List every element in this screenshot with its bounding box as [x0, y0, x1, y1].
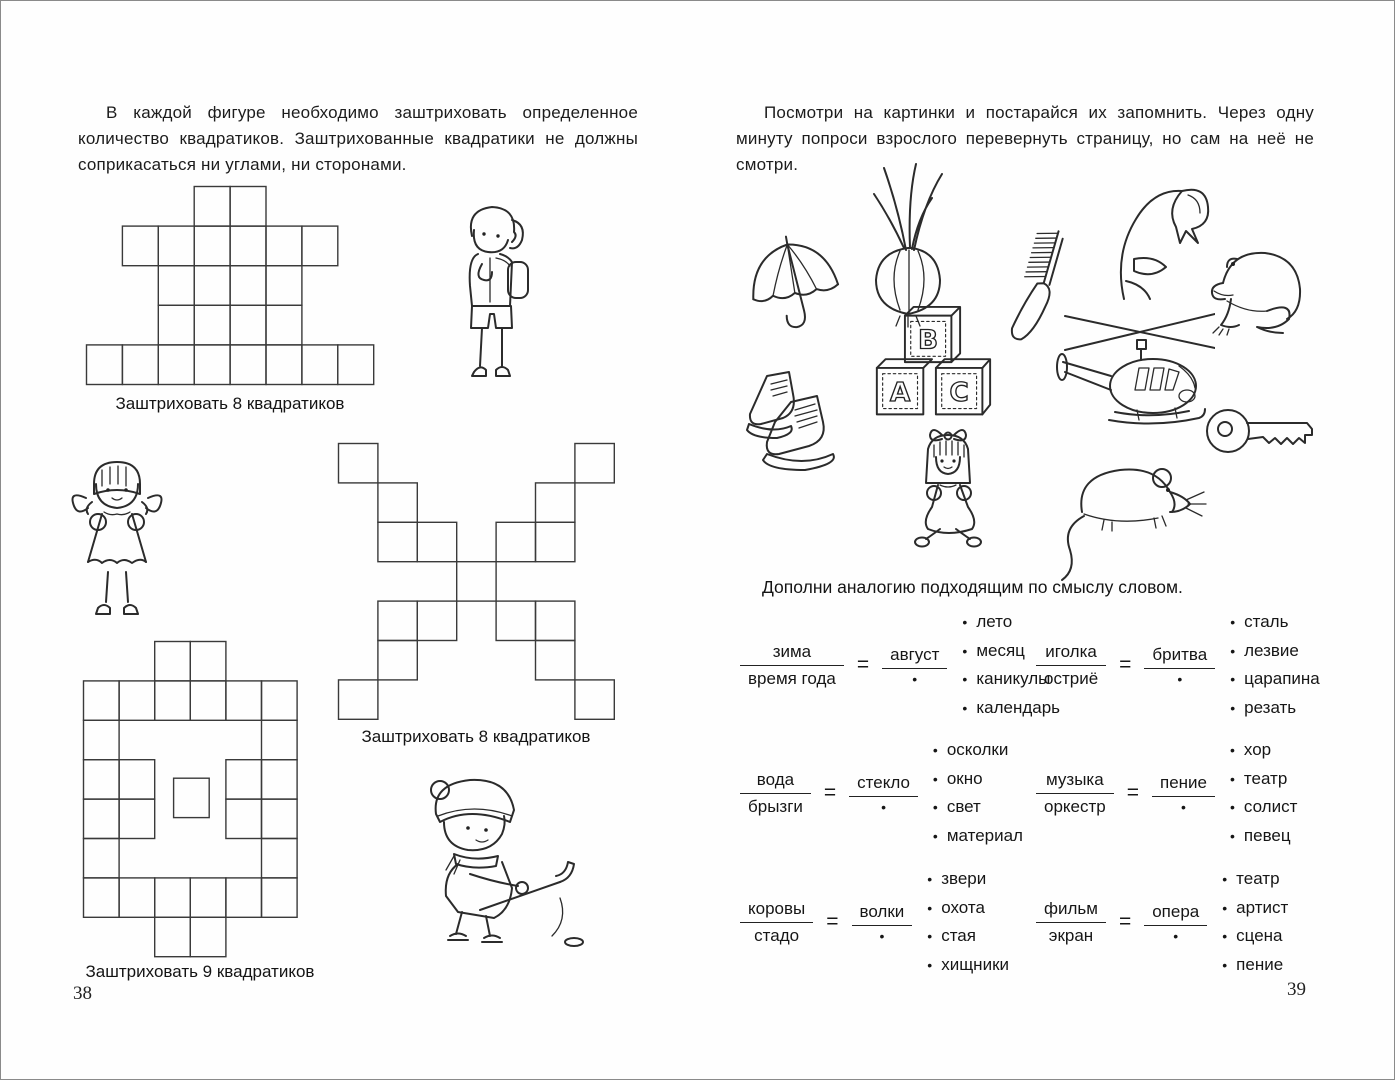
answer-placeholder-dot: • [1177, 670, 1183, 687]
analogy-given-top: вода [756, 769, 795, 789]
answer-placeholder-dot: • [879, 927, 885, 944]
analogies-title: Дополни аналогию подходящим по смыслу словом. [762, 577, 1183, 597]
analogy-option: • каникулы [962, 665, 1060, 694]
analogy-answer-pair [849, 773, 918, 814]
grid-square [84, 760, 120, 799]
grid-square [262, 799, 298, 838]
grid-square [190, 917, 226, 956]
analogy-given-pair [1036, 899, 1106, 946]
grid-square [575, 680, 614, 719]
analogy-option: • пение [1222, 951, 1288, 980]
grid-square [158, 345, 194, 385]
analogy-answer-top: бритва [1152, 644, 1208, 664]
analogy-answer-pair [1144, 902, 1207, 943]
grid-square [266, 345, 302, 385]
analogy-answer-top: стекло [857, 772, 910, 792]
analogy-item-voda [740, 734, 1023, 852]
block-letter-a: A [889, 377, 911, 408]
analogy-option: • охота [927, 894, 1009, 923]
grid-square [87, 345, 123, 385]
grid-square [119, 760, 155, 799]
analogy-given-pair [1036, 642, 1106, 689]
grid-square [84, 799, 120, 838]
grid-square [302, 226, 338, 266]
analogy-item-korovy [740, 863, 1009, 981]
analogy-answer-pair [1152, 773, 1215, 814]
analogy-item-zima [740, 606, 1060, 724]
grid-square [155, 642, 191, 681]
grid-square [496, 522, 535, 561]
analogy-item-muzyka [1036, 734, 1297, 852]
key-picture [1203, 391, 1315, 472]
figure-cross-grid [337, 442, 616, 721]
answer-placeholder-dot: • [1173, 927, 1179, 944]
grid-square [230, 305, 266, 345]
hockey-boy-illustration [410, 770, 590, 960]
analogy-answer-top: волки [859, 901, 905, 921]
analogy-option: • календарь [962, 694, 1060, 723]
figure-frame [82, 640, 299, 964]
grid-square [457, 562, 496, 601]
left-page-instruction: В каждой фигуре необходимо заштриховать определенное количество квадратиков. Заштрихованные квадратики не должны соприкасаться ни углами, ни сторонами. [78, 103, 638, 174]
grid-square [194, 345, 230, 385]
analogy-options [929, 736, 1023, 850]
doll-girl-illustration [58, 450, 178, 630]
frog-picture [1203, 233, 1308, 350]
answer-placeholder-dot: • [1181, 798, 1186, 815]
analogy-given-top: фильм [1044, 898, 1098, 918]
left-page-number: 38 [73, 983, 92, 1004]
grid-square [378, 522, 417, 561]
grid-square [266, 305, 302, 345]
analogy-given-top: коровы [748, 898, 806, 918]
analogy-given-pair [740, 770, 811, 817]
grid-square [84, 878, 120, 917]
skates-picture [733, 360, 853, 487]
grid-square [575, 444, 614, 483]
analogy-answer-top: опера [1152, 901, 1200, 921]
analogy-given-pair [740, 642, 844, 689]
grid-square [226, 878, 262, 917]
analogy-option: • сцена [1222, 922, 1288, 951]
analogy-option: • стая [927, 922, 1009, 951]
equals-sign: = [1126, 781, 1139, 804]
grid-square [230, 226, 266, 266]
grid-square [119, 799, 155, 838]
figure-tower-caption: Заштриховать 8 квадратиков [115, 394, 345, 413]
grid-square [226, 799, 262, 838]
grid-square [84, 720, 120, 759]
figure-frame-grid [82, 640, 299, 959]
grid-square [262, 760, 298, 799]
grid-square [339, 444, 378, 483]
analogy-option: • артист [1222, 894, 1288, 923]
grid-square [84, 681, 120, 720]
analogy-given-pair [1036, 770, 1114, 817]
grid-square [190, 878, 226, 917]
grid-square [230, 345, 266, 385]
grid-square [119, 681, 155, 720]
analogy-answer-pair [1144, 645, 1215, 686]
analogy-given-pair [740, 899, 813, 946]
grid-square [158, 226, 194, 266]
grid-square [536, 601, 575, 640]
analogy-option: • месяц [962, 637, 1060, 666]
analogy-given-bottom: оркестр [1044, 796, 1106, 816]
figure-frame-caption: Заштриховать 9 квадратиков [85, 962, 315, 981]
grid-square [122, 226, 158, 266]
analogy-option: • окно [933, 765, 1023, 794]
grid-square [155, 917, 191, 956]
figure-cross [337, 442, 616, 726]
equals-sign: = [1118, 910, 1132, 933]
grid-square [190, 642, 226, 681]
answer-placeholder-dot: • [912, 670, 918, 687]
figure-cross-caption: Заштриховать 8 квадратиков [361, 727, 591, 746]
grid-square [266, 266, 302, 306]
figure-tower-grid [85, 185, 376, 386]
grid-square [158, 266, 194, 306]
girl-with-backpack-illustration [438, 198, 558, 393]
grid-square [536, 522, 575, 561]
grid-square [122, 345, 158, 385]
analogy-option: • свет [933, 793, 1023, 822]
block-letter-b: B [918, 325, 939, 356]
grid-square [226, 760, 262, 799]
grid-square [536, 641, 575, 680]
grid-square [194, 305, 230, 345]
analogy-options [1226, 736, 1297, 850]
figure-tower [85, 185, 376, 391]
analogy-given-bottom: время года [748, 668, 836, 688]
analogy-options [1218, 865, 1288, 979]
right-page-instruction: Посмотри на картинки и постарайся их запомнить. Через одну минуту попроси взрослого перевернуть страницу, но сам на неё не смотри. [736, 103, 1314, 174]
grid-square [194, 266, 230, 306]
analogy-item-film [1036, 863, 1288, 981]
analogy-option: • театр [1230, 765, 1297, 794]
helicopter-picture [1053, 288, 1215, 443]
equals-sign: = [1119, 653, 1132, 676]
grid-square [262, 681, 298, 720]
analogy-option: • лезвие [1230, 637, 1320, 666]
grid-square [190, 681, 226, 720]
grid-square [230, 266, 266, 306]
grid-square [84, 839, 120, 878]
grid-square [262, 720, 298, 759]
analogy-answer-pair [852, 902, 913, 943]
analogy-option: • певец [1230, 822, 1297, 851]
analogy-given-bottom: экран [1048, 925, 1094, 945]
umbrella-picture [738, 232, 850, 349]
grid-square [155, 681, 191, 720]
grid-square [536, 483, 575, 522]
grid-square [417, 522, 456, 561]
grid-square [226, 681, 262, 720]
analogy-given-bottom: остриё [1044, 668, 1099, 688]
analogy-given-top: зима [772, 641, 812, 661]
analogy-item-igolka [1036, 606, 1320, 724]
mouse-picture [1058, 438, 1208, 590]
analogy-option: • материал [933, 822, 1023, 851]
grid-square [119, 878, 155, 917]
grid-square [302, 345, 338, 385]
analogy-option: • театр [1222, 865, 1288, 894]
analogy-options [1226, 608, 1320, 722]
analogy-option: • хищники [927, 951, 1009, 980]
grid-square [378, 483, 417, 522]
analogy-option: • царапина [1230, 665, 1320, 694]
analogy-option: • солист [1230, 793, 1297, 822]
grid-square [496, 601, 535, 640]
analogy-option: • сталь [1230, 608, 1320, 637]
analogy-answer-top: август [890, 644, 940, 664]
right-page-number: 39 [1287, 979, 1306, 1000]
abc-blocks-picture [872, 298, 994, 438]
grid-square [262, 878, 298, 917]
grid-square [155, 878, 191, 917]
analogy-answer-pair [882, 645, 947, 686]
equals-sign: = [826, 910, 839, 933]
grid-square [338, 345, 374, 385]
analogy-options [923, 865, 1009, 979]
grid-square [194, 226, 230, 266]
analogy-option: • хор [1230, 736, 1297, 765]
analogy-answer-top: пение [1160, 772, 1207, 792]
block-letter-c: C [949, 377, 969, 408]
equals-sign: = [856, 653, 870, 676]
grid-square [266, 226, 302, 266]
grid-square [174, 778, 210, 817]
equals-sign: = [823, 781, 837, 804]
grid-square [417, 601, 456, 640]
grid-square [262, 839, 298, 878]
doll-picture [898, 423, 998, 554]
analogy-option: • резать [1230, 694, 1320, 723]
grid-square [339, 680, 378, 719]
analogy-option: • осколки [933, 736, 1023, 765]
grid-square [230, 187, 266, 227]
analogy-option: • лето [962, 608, 1060, 637]
analogy-given-bottom: брызги [748, 796, 803, 816]
analogy-given-bottom: стадо [754, 925, 800, 945]
grid-square [378, 601, 417, 640]
grid-square [194, 187, 230, 227]
grid-square [378, 641, 417, 680]
analogy-option: • звери [927, 865, 1009, 894]
grid-square [158, 305, 194, 345]
analogy-given-top: музыка [1046, 769, 1104, 789]
analogy-given-top: иголка [1045, 641, 1097, 661]
answer-placeholder-dot: • [881, 798, 886, 815]
